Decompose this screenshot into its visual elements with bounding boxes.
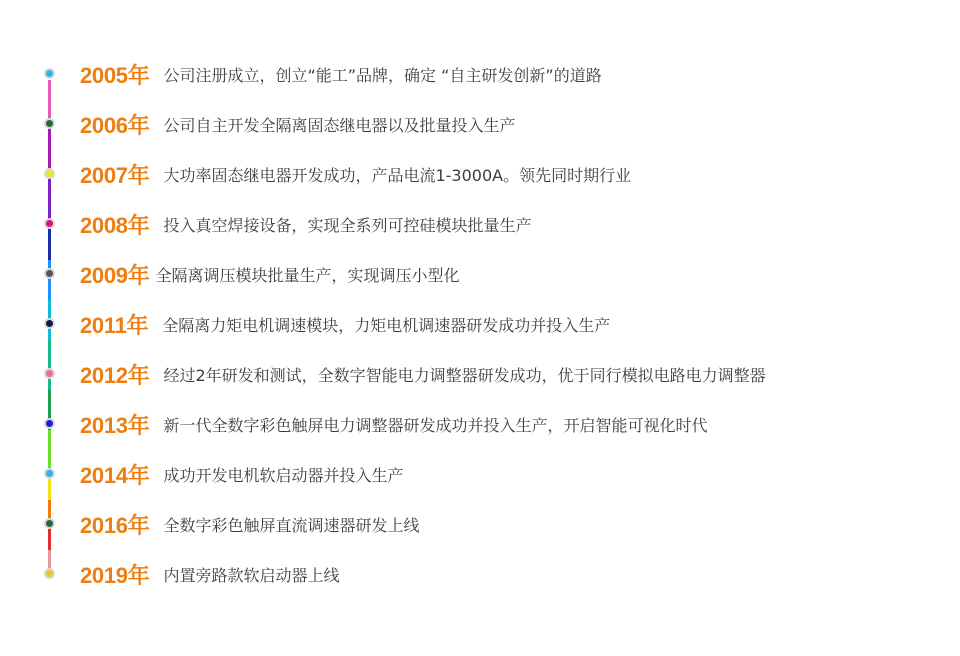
event-description: 新一代全数字彩色触屏电力调整器研发成功并投入生产，开启智能可视化时代 bbox=[163, 415, 708, 435]
timeline-event-2011 bbox=[80, 309, 610, 339]
event-year: 2006年 bbox=[80, 112, 150, 138]
timeline-dot bbox=[44, 468, 55, 479]
timeline-dot bbox=[44, 418, 55, 429]
timeline-dot bbox=[44, 218, 55, 229]
event-description: 内置旁路款软启动器上线 bbox=[163, 565, 340, 585]
timeline-dot bbox=[44, 318, 55, 329]
event-year: 2011年 bbox=[80, 312, 149, 338]
timeline-event-2009 bbox=[80, 259, 459, 289]
timeline-dot bbox=[44, 268, 55, 279]
timeline-dot bbox=[44, 68, 55, 79]
event-description: 全隔离调压模块批量生产，实现调压小型化 bbox=[155, 265, 460, 285]
timeline-line-segment bbox=[48, 430, 51, 470]
event-description: 全数字彩色触屏直流调速器研发上线 bbox=[163, 515, 420, 535]
timeline-event-2013 bbox=[80, 409, 707, 439]
event-year: 2019年 bbox=[80, 562, 150, 588]
event-description: 全隔离力矩电机调速模块，力矩电机调速器研发成功并投入生产 bbox=[162, 315, 611, 335]
timeline-event-2006 bbox=[80, 109, 515, 139]
event-year: 2005年 bbox=[80, 62, 150, 88]
event-description: 经过2年研发和测试，全数字智能电力调整器研发成功，优于同行模拟电路电力调整器 bbox=[163, 365, 766, 385]
timeline-dot bbox=[44, 518, 55, 529]
event-description: 公司自主开发全隔离固态继电器以及批量投入生产 bbox=[163, 115, 516, 135]
timeline-event-2019 bbox=[80, 559, 339, 589]
timeline-line-segment bbox=[48, 340, 51, 390]
timeline-dot bbox=[44, 368, 55, 379]
timeline-event-2005 bbox=[80, 59, 602, 89]
timeline-event-2012 bbox=[80, 359, 766, 389]
event-description: 投入真空焊接设备，实现全系列可控硅模块批量生产 bbox=[163, 215, 532, 235]
event-year: 2008年 bbox=[80, 212, 150, 238]
event-year: 2007年 bbox=[80, 162, 150, 188]
timeline-event-2014 bbox=[80, 459, 403, 489]
timeline-event-2016 bbox=[80, 509, 419, 539]
event-year: 2013年 bbox=[80, 412, 150, 438]
event-year: 2009年 bbox=[80, 262, 150, 288]
timeline-line-segment bbox=[48, 500, 51, 520]
timeline-dot bbox=[44, 568, 55, 579]
event-description: 大功率固态继电器开发成功，产品电流1-3000A。领先同时期行业 bbox=[163, 165, 632, 185]
event-year: 2012年 bbox=[80, 362, 150, 388]
event-description: 成功开发电机软启动器并投入生产 bbox=[163, 465, 404, 485]
timeline-event-2008 bbox=[80, 209, 531, 239]
event-year: 2014年 bbox=[80, 462, 150, 488]
timeline-dot bbox=[44, 168, 55, 179]
event-year: 2016年 bbox=[80, 512, 150, 538]
event-description: 公司注册成立，创立“能工”品牌，确定 “自主研发创新”的道路 bbox=[163, 65, 602, 85]
timeline-line-segment bbox=[48, 260, 51, 300]
timeline-event-2007 bbox=[80, 159, 631, 189]
timeline-line-segment bbox=[48, 80, 51, 120]
timeline-dot bbox=[44, 118, 55, 129]
